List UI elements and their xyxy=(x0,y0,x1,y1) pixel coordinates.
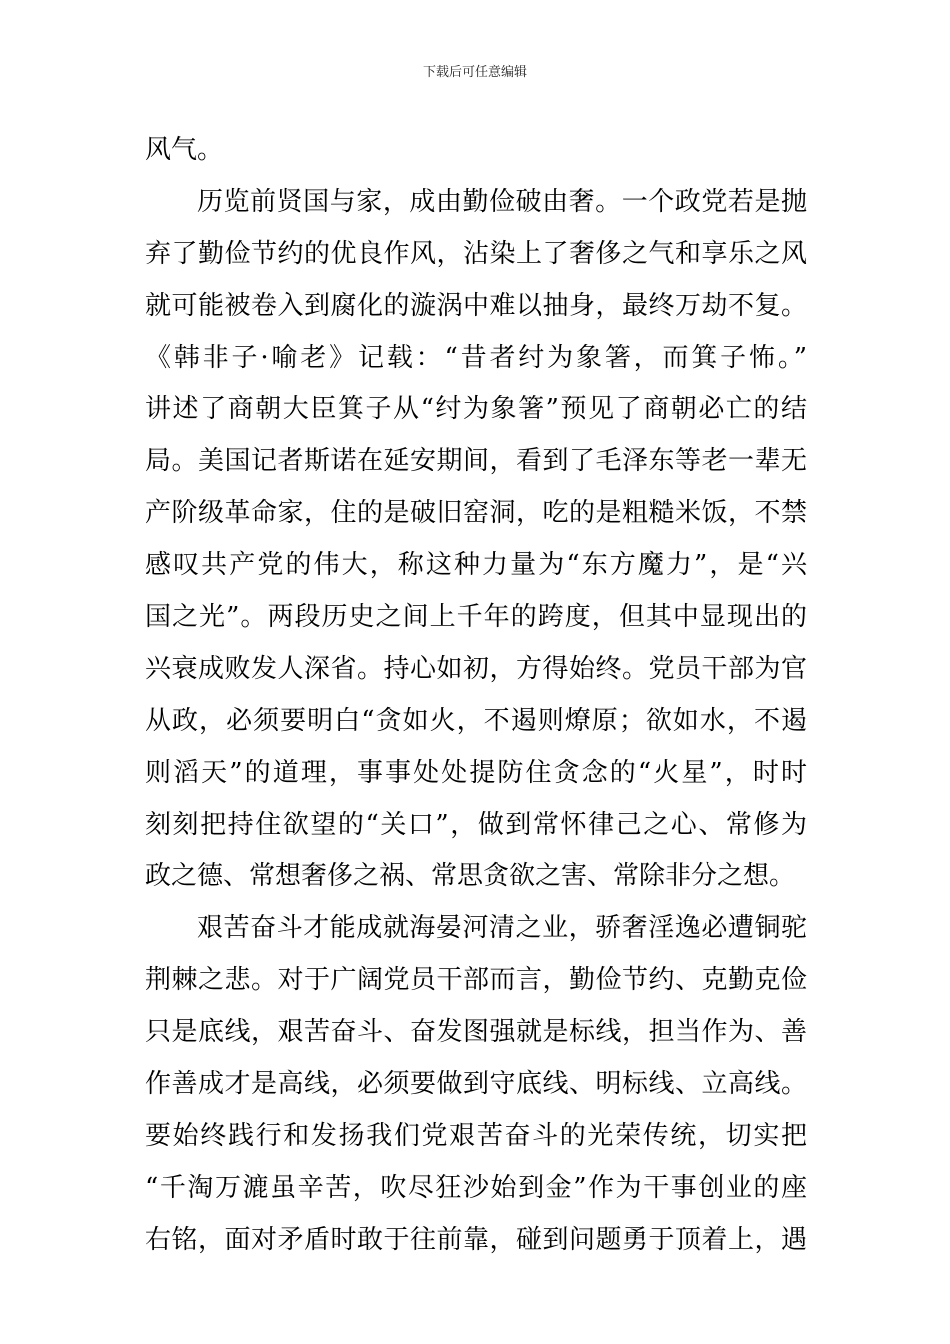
text-line: 要始终践行和发扬我们党艰苦奋斗的光荣传统，切实把 xyxy=(145,1120,807,1151)
text-line: 局。美国记者斯诺在延安期间，看到了毛泽东等老一辈无 xyxy=(145,446,807,477)
text-line: 就可能被卷入到腐化的漩涡中难以抽身，最终万劫不复。 xyxy=(145,290,807,321)
text-line: 则滔天”的道理，事事处处提防住贪念的“火星”，时时 xyxy=(145,757,807,788)
text-line: 产阶级革命家，住的是破旧窑洞，吃的是粗糙米饭，不禁 xyxy=(145,498,807,529)
text-line: 《韩非子·喻老》记载：“昔者纣为象箸，而箕子怖。” xyxy=(145,342,807,373)
text-line: 国之光”。两段历史之间上千年的跨度，但其中显现出的 xyxy=(145,602,807,633)
text-line: 荆棘之悲。对于广阔党员干部而言，勤俭节约、克勤克俭 xyxy=(145,965,807,996)
text-line: 作善成才是高线，必须要做到守底线、明标线、立高线。 xyxy=(145,1069,807,1100)
text-line: 风气。 xyxy=(145,135,224,165)
text-line: 只是底线，艰苦奋斗、奋发图强就是标线，担当作为、善 xyxy=(145,1017,807,1048)
text-line: 弃了勤俭节约的优良作风，沾染上了奢侈之气和享乐之风 xyxy=(145,238,807,269)
text-line: 从政，必须要明白“贪如火，不遏则燎原；欲如水，不遏 xyxy=(145,705,807,736)
text-line: 右铭，面对矛盾时敢于往前靠，碰到问题勇于顶着上，遇 xyxy=(145,1224,807,1255)
text-line: 感叹共产党的伟大，称这种力量为“东方魔力”，是“兴 xyxy=(145,550,807,581)
text-line: 兴衰成败发人深省。持心如初，方得始终。党员干部为官 xyxy=(145,653,807,684)
text-line: “千淘万漉虽辛苦，吹尽狂沙始到金”作为干事创业的座 xyxy=(145,1172,807,1203)
text-line: 艰苦奋斗才能成就海晏河清之业，骄奢淫逸必遭铜驼 xyxy=(197,913,807,944)
text-line: 刻刻把持住欲望的“关口”，做到常怀律己之心、常修为 xyxy=(145,809,807,840)
page-header: 下载后可任意编辑 xyxy=(422,65,527,80)
text-line: 讲述了商朝大臣箕子从“纣为象箸”预见了商朝必亡的结 xyxy=(145,394,807,425)
body-text xyxy=(145,125,807,1267)
text-line: 政之德、常想奢侈之祸、常思贪欲之害、常除非分之想。 xyxy=(145,861,796,892)
text-line: 历览前贤国与家，成由勤俭破由奢。一个政党若是抛 xyxy=(197,186,807,217)
